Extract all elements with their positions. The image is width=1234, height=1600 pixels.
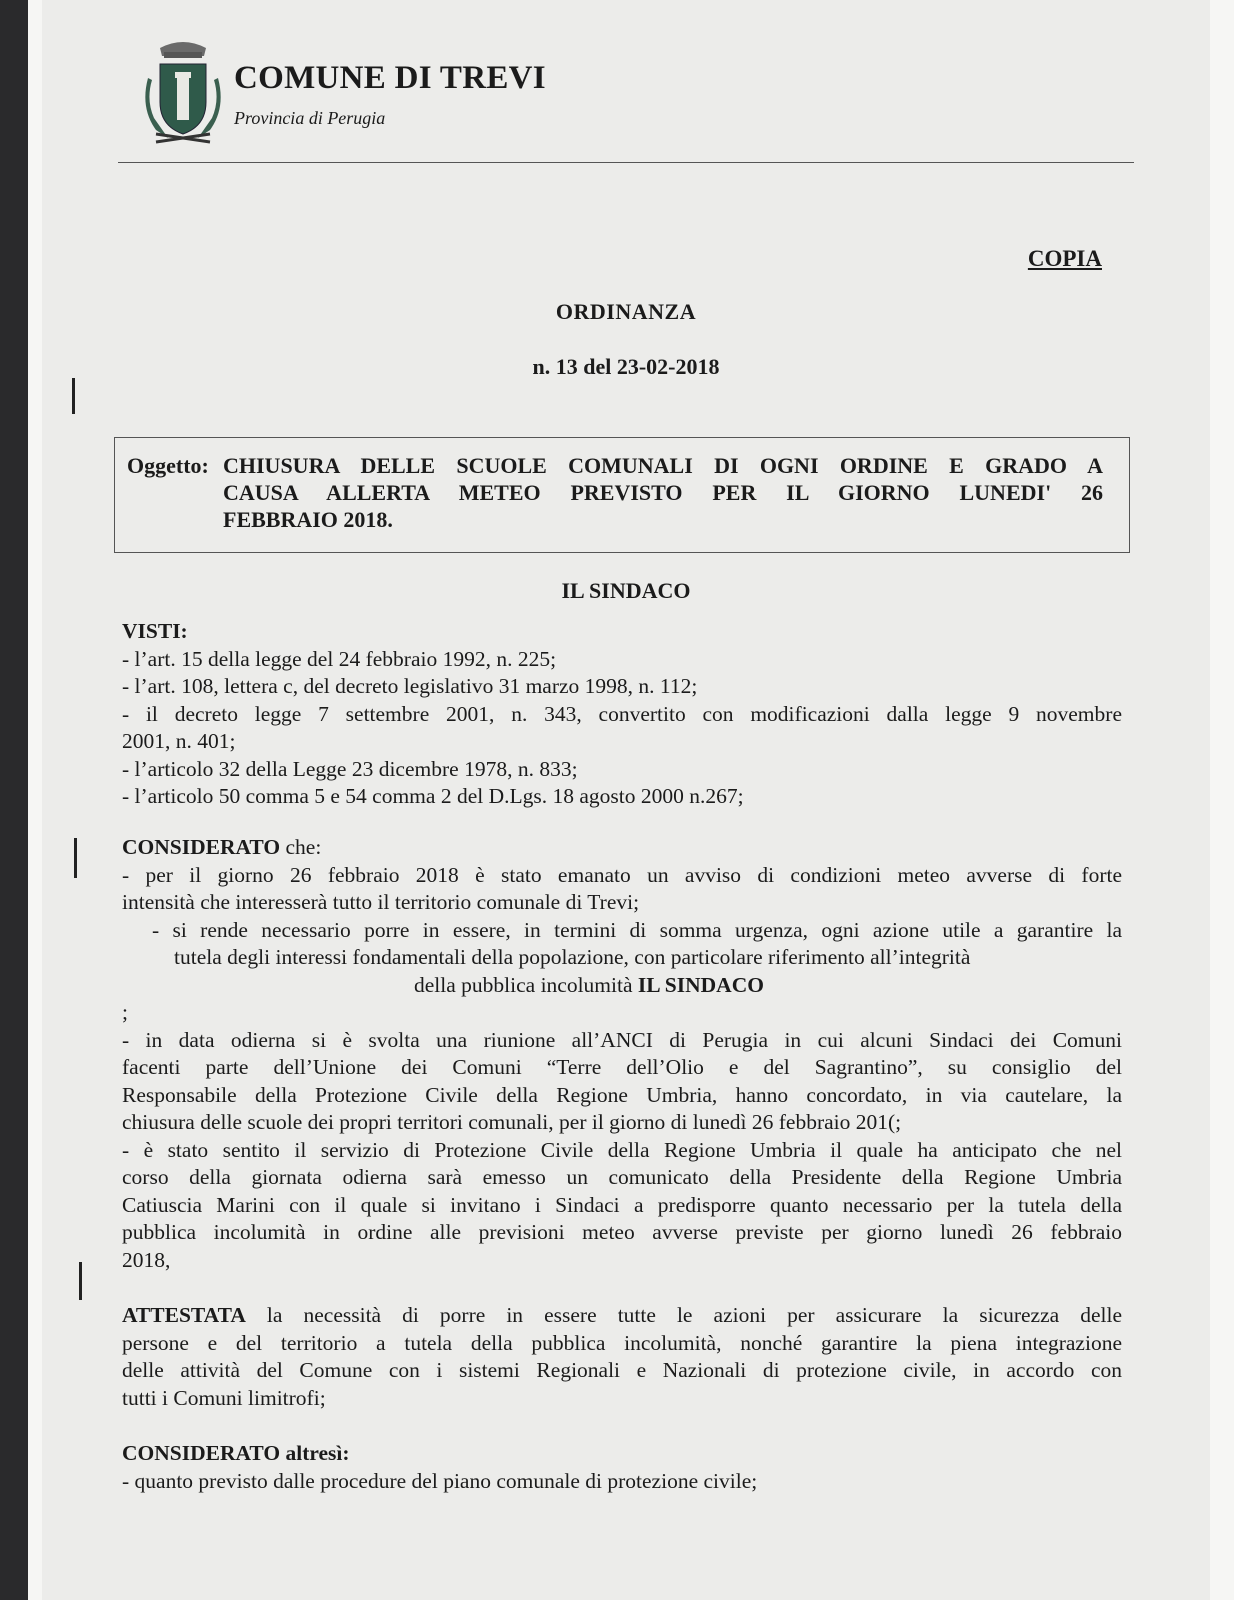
considerato-p2-line — [122, 972, 1122, 1000]
document-number: n. 13 del 23-02-2018 — [532, 354, 720, 379]
attestata-heading: ATTESTATA — [122, 1303, 246, 1327]
visti-item: - l’art. 15 della legge del 24 febbraio 1992, n. 225; — [122, 646, 557, 671]
authority-title: IL SINDACO — [561, 578, 691, 603]
considerato-p4-line: Catiuscia Marini con il quale si invitano i Sindaci a predisporre quanto necessario per la tutela della — [122, 1192, 1122, 1217]
margin-mark — [74, 838, 77, 878]
document-type: ORDINANZA — [555, 299, 697, 324]
attestata-line: tutti i Comuni limitrofi; — [122, 1385, 326, 1410]
margin-mark — [79, 1262, 82, 1300]
considerato-p4-line: 2018, — [122, 1247, 171, 1272]
considerato-p2-text: della pubblica incolumità — [414, 972, 633, 997]
visti-item: - l’articolo 32 della Legge 23 dicembre 1978, n. 833; — [122, 756, 578, 781]
visti-item: - l’articolo 50 comma 5 e 54 comma 2 del D.Lgs. 18 agosto 2000 n.267; — [122, 784, 744, 808]
copy-label: COPIA — [1027, 246, 1102, 271]
page-edge-left — [28, 0, 42, 1600]
document-page — [42, 0, 1210, 1600]
attestata-line: delle attività del Comune con i sistemi Regionali e Nazionali di protezione civile, in accordo con — [122, 1358, 1122, 1382]
considerato-heading-rest: che: — [280, 835, 322, 859]
header-divider — [118, 162, 1134, 163]
org-name: COMUNE DI TREVI — [234, 60, 546, 96]
municipal-crest-icon — [138, 38, 228, 148]
considerato-semicolon: ; — [122, 1000, 128, 1024]
attestata-line: persone e del territorio a tutela della pubblica incolumità, nonché garantire la piena integrazione — [122, 1330, 1122, 1355]
considerato-p3-line: - in data odierna si è svolta una riunione all’ANCI di Perugia in cui alcuni Sindaci dei Comuni — [122, 1027, 1122, 1052]
considerato-p3-line: Responsabile della Protezione Civile della Regione Umbria, hanno concordato, in via cautelare, la — [122, 1082, 1122, 1107]
attestata-section — [122, 1302, 1122, 1412]
considerato-p1-line: - per il giorno 26 febbraio 2018 è stato emanato un avviso di condizioni meteo avverse di forte — [122, 862, 1122, 887]
visti-section — [122, 618, 1122, 811]
visti-heading: VISTI: — [122, 619, 188, 643]
subject-text — [223, 452, 1103, 533]
subject-label: Oggetto: — [127, 453, 209, 478]
margin-mark — [72, 378, 75, 414]
org-province: Provincia di Perugia — [234, 108, 386, 128]
considerato-altresi-heading: CONSIDERATO altresì: — [122, 1441, 350, 1465]
considerato-p3-line: chiusura delle scuole dei propri territori comunali, per il giorno di lunedì 26 febbraio 201(; — [122, 1110, 902, 1134]
considerato-heading-bold: CONSIDERATO — [122, 835, 281, 859]
visti-item: 2001, n. 401; — [122, 729, 236, 753]
considerato-altresi-item: - quanto previsto dalle procedure del piano comunale di protezione civile; — [122, 1468, 758, 1493]
visti-item: - l’art. 108, lettera c, del decreto legislativo 31 marzo 1998, n. 112; — [122, 674, 698, 698]
subject-line: CHIUSURA DELLE SCUOLE COMUNALI DI OGNI ORDINE E GRADO A — [223, 453, 1103, 478]
considerato-p2-bold: IL SINDACO — [632, 972, 764, 997]
considerato-altresi-section — [122, 1440, 1122, 1495]
attestata-line — [122, 1302, 1122, 1330]
attestata-text: la necessità di porre in essere tutte le azioni per assicurare la sicurezza delle — [245, 1303, 1122, 1327]
subject-line: CAUSA ALLERTA METEO PREVISTO PER IL GIORNO LUNEDI' 26 — [223, 480, 1103, 505]
considerato-section — [122, 834, 1122, 1274]
considerato-p4-line: pubblica incolumità in ordine alle previsioni meteo avverse previste per giorno lunedì 26 febbraio — [122, 1220, 1122, 1244]
subject-box — [114, 437, 1130, 553]
considerato-p2-line: tutela degli interessi fondamentali della popolazione, con particolare riferimento all’integrità — [174, 945, 971, 969]
considerato-p1-line: intensità che interesserà tutto il territorio comunale di Trevi; — [122, 890, 640, 914]
subject-line: FEBBRAIO 2018. — [223, 507, 393, 532]
page-edge-right — [1210, 0, 1234, 1600]
considerato-p4-line: - è stato sentito il servizio di Protezione Civile della Regione Umbria il quale ha anticipato che nel — [122, 1137, 1122, 1162]
visti-item: - il decreto legge 7 settembre 2001, n. 343, convertito con modificazioni dalla legge 9 novembre — [122, 701, 1122, 726]
considerato-heading — [122, 834, 1122, 862]
considerato-p4-line: corso della giornata odierna sarà emesso un comunicato della Presidente della Regione Umbria — [122, 1165, 1122, 1189]
considerato-p3-line: facenti parte dell’Unione dei Comuni “Terre dell’Olio e del Sagrantino”, su consiglio del — [122, 1055, 1122, 1079]
considerato-p2-line: - si rende necessario porre in essere, in termini di somma urgenza, ogni azione utile a garantire la — [152, 917, 1122, 942]
